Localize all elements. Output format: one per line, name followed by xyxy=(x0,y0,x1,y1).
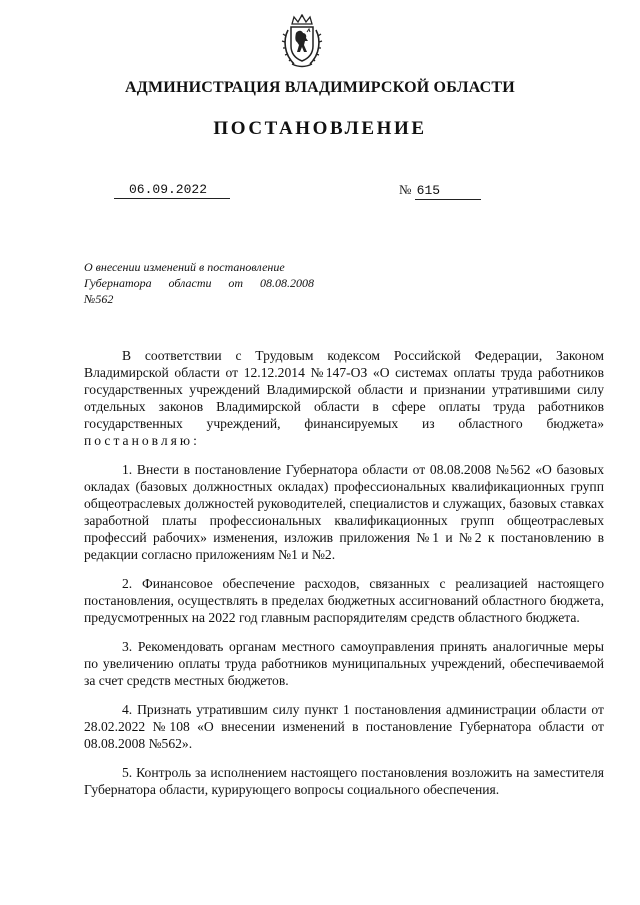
item-paragraph-4: 4. Признать утратившим силу пункт 1 постановления администрации области от 28.02.2022 №108 «О внесении изменений в постановление Губернатора области от 08.08.2008 №562». xyxy=(84,702,604,751)
organization-name: АДМИНИСТРАЦИЯ ВЛАДИМИРСКОЙ ОБЛАСТИ xyxy=(125,79,515,96)
coat-of-arms-icon xyxy=(280,14,324,70)
item-paragraph-5: 5. Контроль за исполнением настоящего постановления возложить на заместителя Губернатора области, курирующего вопросы социального обеспечения. xyxy=(84,765,604,797)
item-paragraph-3: 3. Рекомендовать органам местного самоуправления принять аналогичные меры по увеличению оплаты труда работников муниципальных учреждений, обеспечиваемой за счет средств местных бюджетов. xyxy=(84,639,604,688)
number-sign: № xyxy=(399,182,412,197)
decree-word: постановляю: xyxy=(84,433,200,448)
document-date: 06.09.2022 xyxy=(114,182,230,199)
subject-line-3: №562 xyxy=(84,292,114,306)
number-value: 615 xyxy=(415,183,481,200)
document-subject xyxy=(84,259,314,307)
subject-line-2: Губернатора области от 08.08.2008 xyxy=(84,276,314,290)
document-number xyxy=(399,182,481,200)
preamble-text: В соответствии с Трудовым кодексом Российской Федерации, Законом Владимирской области от 12.12.2014 №147-ОЗ «О системах оплаты труда работников государственных учреждений Владимирской области и признании утратившими силу отдельных законов Владимирской области в сфере оплаты труда работников государственных учреждений, финансируемых из областного бюджета» xyxy=(84,348,604,431)
document-body xyxy=(84,347,604,810)
document-type-title: ПОСТАНОВЛЕНИЕ xyxy=(213,118,427,139)
item-paragraph-1: 1. Внести в постановление Губернатора области от 08.08.2008 №562 «О базовых окладах (базовых должностных окладах) профессиональных квалификационных групп общеотраслевых должностей руководителей, специалистов и служащих, базовых ставках заработной платы профессиональных квалификационных групп общеотраслевых профессий рабочих» изменения, изложив приложения №1 и №2 к постановлению в редакции согласно приложениям №1 и №2. xyxy=(84,462,604,562)
item-paragraph-2: 2. Финансовое обеспечение расходов, связанных с реализацией настоящего постановления, осуществлять в пределах бюджетных ассигнований областного бюджета, предусмотренных на 2022 год главным распорядителям средств областного бюджета. xyxy=(84,576,604,625)
subject-line-1: О внесении изменений в постановление xyxy=(84,260,285,274)
preamble-paragraph xyxy=(84,347,604,449)
